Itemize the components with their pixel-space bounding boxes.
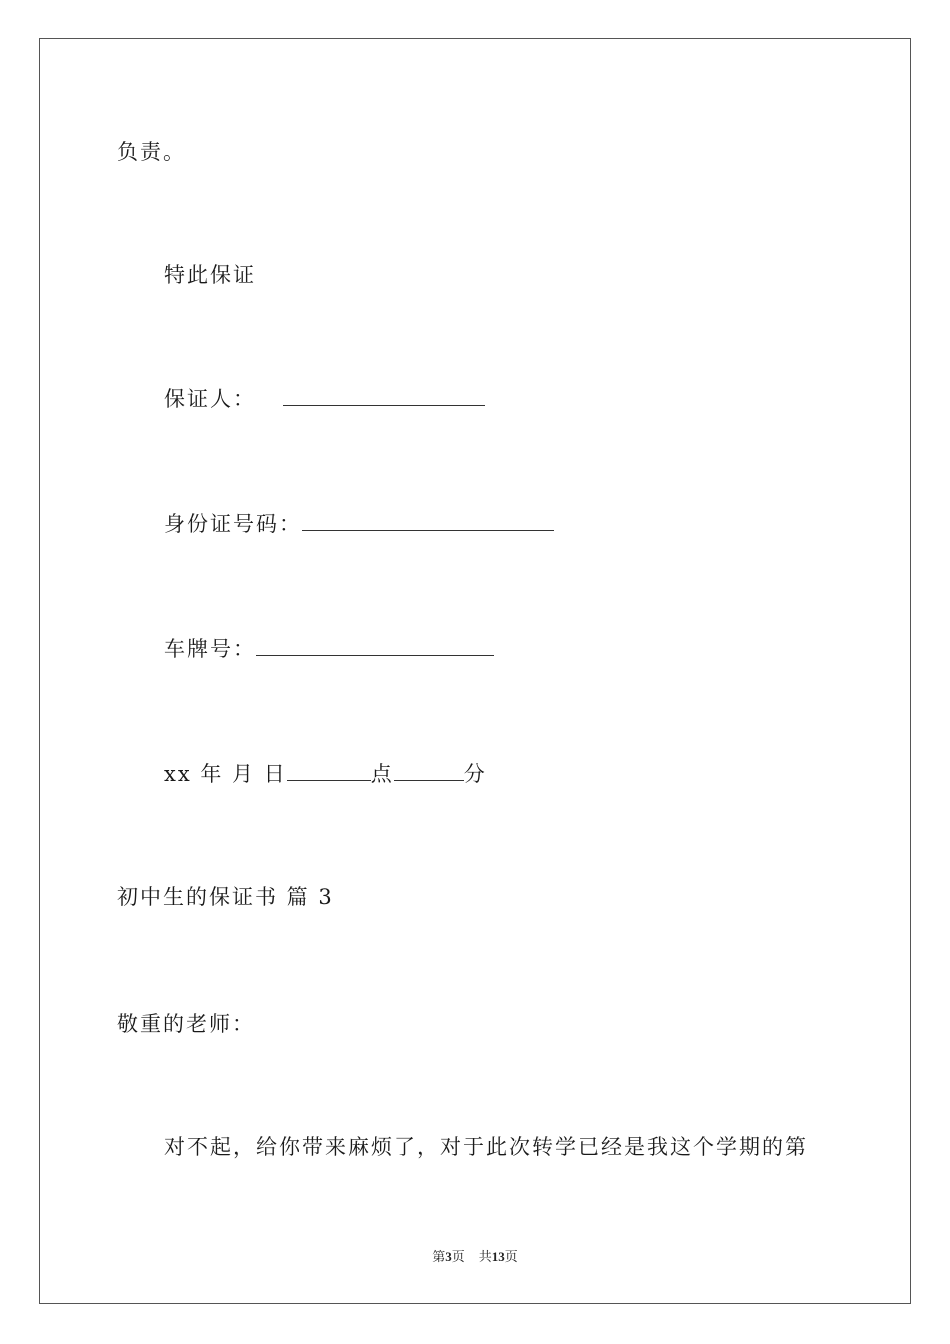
footer-prefix: 第 <box>432 1249 446 1264</box>
page-footer <box>0 1248 950 1266</box>
date-prefix: xx 年 月 日 <box>164 762 287 786</box>
text-line-tecibaozheng: 特此保证 <box>164 263 256 287</box>
hour-blank[interactable] <box>287 762 371 781</box>
guarantor-label: 保证人： <box>164 387 256 411</box>
id-number-line <box>164 510 554 538</box>
page-border <box>39 38 911 1304</box>
date-dian: 点 <box>370 762 394 786</box>
date-line <box>164 760 487 788</box>
footer-total-unit: 页 <box>504 1249 518 1264</box>
plate-number-blank[interactable] <box>256 637 494 656</box>
footer-page-number: 3 <box>445 1249 452 1264</box>
id-number-blank[interactable] <box>302 512 554 531</box>
footer-page-unit: 页 <box>451 1249 465 1264</box>
plate-number-line <box>164 635 494 663</box>
body-paragraph-start: 对不起，给你带来麻烦了，对于此次转学已经是我这个学期的第 <box>164 1135 808 1159</box>
guarantor-line <box>164 385 485 413</box>
text-line-fuze: 负责。 <box>117 140 186 164</box>
section-title: 初中生的保证书 篇 3 <box>117 885 334 909</box>
footer-total-prefix: 共 <box>478 1249 492 1264</box>
footer-total-pages: 13 <box>491 1249 505 1264</box>
salutation: 敬重的老师： <box>117 1012 255 1036</box>
date-fen: 分 <box>463 762 487 786</box>
id-number-label: 身份证号码： <box>164 512 302 536</box>
guarantor-blank[interactable] <box>283 387 485 406</box>
plate-number-label: 车牌号： <box>164 637 256 661</box>
minute-blank[interactable] <box>394 762 464 781</box>
